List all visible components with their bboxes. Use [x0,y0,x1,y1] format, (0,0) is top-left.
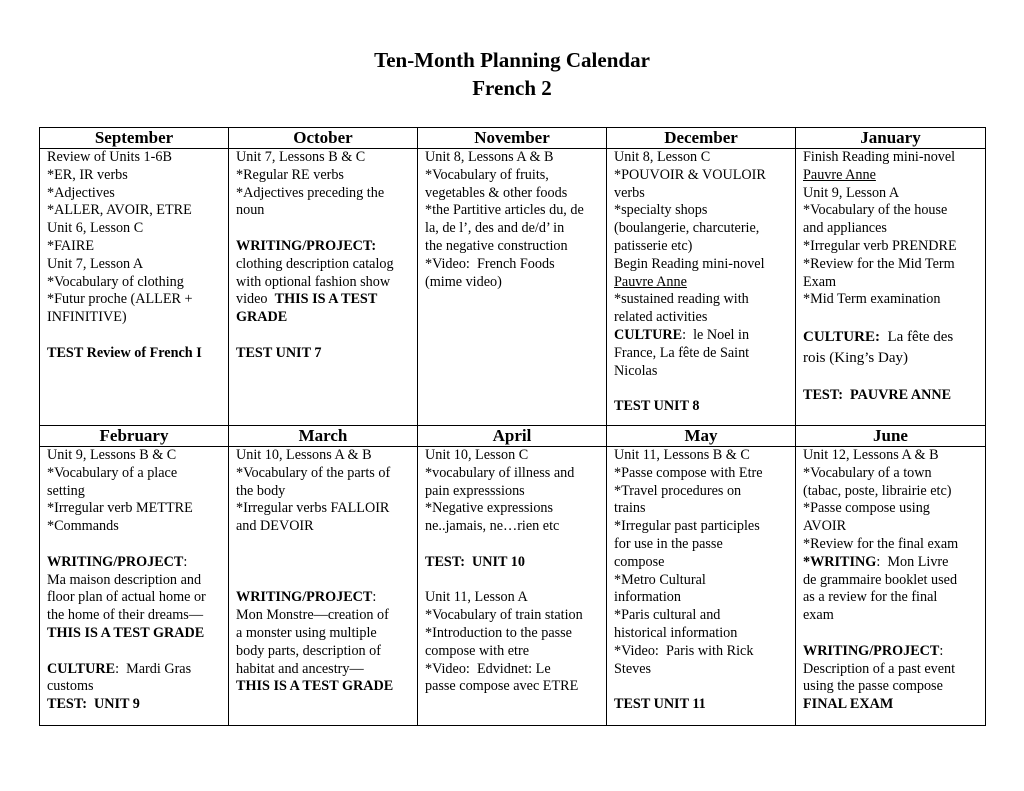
line-text: *Vocabulary of the house [803,202,948,219]
cell-line [236,202,414,220]
line-text: Unit 8, Lesson C [614,149,711,165]
line-text: AVOIR [803,518,847,535]
cell-line [425,554,603,572]
line-text: *Passe compose using [803,500,930,517]
cell-line [47,589,225,607]
cell-line [236,500,414,518]
cell-line [47,678,225,696]
month-cell [796,447,986,726]
cell-line [614,554,792,572]
cell-line [803,483,982,501]
month-content-row-1 [40,149,986,426]
cell-line [614,661,792,679]
cell-line [47,572,225,590]
cell-line [614,380,792,398]
line-text: verbs [614,184,645,201]
cell-line [425,607,603,625]
line-text: *Commands [47,518,119,535]
line-text: *Irregular verbs FALLOIR [236,500,390,517]
cell-line [425,238,603,256]
cell-line [614,291,792,309]
line-text: *sustained reading with [614,291,749,308]
cell-line [236,643,414,661]
line-text: Description of a past event [803,660,956,677]
cell-line [425,167,603,185]
cell-line [425,643,603,661]
line-text: Steves [614,660,652,677]
cell-line [236,345,414,363]
month-cell [607,149,796,426]
page-subtitle: French 2 [472,76,552,100]
line-rest-text: : [183,553,188,570]
line-rest-text: : le Noel in [682,326,750,343]
line-text: *Metro Cultural [614,571,706,588]
planning-calendar-table [39,127,986,726]
cell-line [614,500,792,518]
cell-line [614,167,792,185]
month-cell [418,447,607,726]
cell-line [425,625,603,643]
line-text: *Regular RE verbs [236,166,344,183]
cell-line [425,185,603,203]
line-text: *Video: Edvidnet: Le [425,660,551,677]
month-cell [40,149,229,426]
line-text: THIS IS A TEST GRADE [236,678,394,695]
line-text: INFINITIVE) [47,309,127,326]
line-rest-text: : [372,589,377,606]
line-text: THIS IS A TEST GRADE [47,624,205,641]
line-text: *Adjectives preceding the [236,184,385,201]
cell-line [803,369,982,387]
line-text: CULTURE: [803,328,880,345]
cell-line [47,327,225,345]
line-text: CULTURE [614,326,683,343]
cell-line [803,572,982,590]
cell-line [614,447,792,465]
cell-line [425,220,603,238]
cell-line [614,607,792,625]
cell-line [803,291,982,309]
cell-line [614,536,792,554]
line-text: using the passe compose [803,678,943,695]
cell-line [803,643,982,661]
line-rest-text: : Mardi Gras [115,660,192,677]
cell-line [47,185,225,203]
cell-line [614,696,792,714]
line-text: passe compose avec ETRE [425,678,579,695]
cell-line [47,518,225,536]
line-text: vegetables & other foods [425,184,568,201]
line-text: rois (King’s Day) [803,349,908,366]
line-text: *Vocabulary of a place [47,464,178,481]
line-text: Unit 9, Lessons B & C [47,447,177,463]
cell-line [236,238,414,256]
line-text: body parts, description of [236,642,381,659]
line-text: Unit 7, Lesson A [47,255,144,272]
cell-line [236,536,414,554]
line-text: the body [236,482,286,499]
cell-line [614,572,792,590]
cell-line [803,185,982,203]
line-text: *Irregular verb PRENDRE [803,237,957,254]
cell-line [614,327,792,345]
cell-line [425,256,603,274]
line-text: *Video: French Foods [425,255,555,272]
cell-line [614,678,792,696]
line-text: *Vocabulary of clothing [47,273,184,290]
line-text: *Vocabulary of fruits, [425,166,549,183]
line-text: Ma maison description and [47,571,202,588]
cell-line [47,483,225,501]
cell-line [236,256,414,274]
line-text: a monster using multiple [236,624,377,641]
cell-line [803,274,982,292]
line-text: *specialty shops [614,202,708,219]
line-text: pain expresssions [425,482,525,499]
line-text: related activities [614,309,708,326]
line-text: noun [236,202,265,219]
cell-line [614,256,792,274]
cell-line [803,238,982,256]
line-text: the home of their dreams— [47,607,204,624]
line-text: *Passe compose with Etre [614,464,763,481]
cell-line [614,238,792,256]
cell-line [47,345,225,363]
line-text: *POUVOIR & VOULOIR [614,166,766,183]
line-text: TEST: UNIT 9 [47,696,140,713]
line-text: de grammaire booklet used [803,571,958,588]
cell-line [614,363,792,381]
line-text: clothing description catalog [236,255,394,272]
cell-line [425,518,603,536]
line-text: *Review for the Mid Term [803,255,955,272]
cell-line [425,465,603,483]
line-text: (boulangerie, charcuterie, [614,220,760,237]
line-text: Unit 7, Lessons B & C [236,149,366,165]
line-text: *Mid Term examination [803,291,941,308]
cell-line [425,678,603,696]
cell-line [803,678,982,696]
line-text: Unit 10, Lessons A & B [236,447,372,463]
month-cell [796,149,986,426]
line-text: as a review for the final [803,589,938,606]
cell-line [47,202,225,220]
cell-line [425,572,603,590]
line-text: *Travel procedures on [614,482,742,499]
line-text: exam [803,607,834,624]
line-text: *Vocabulary of a town [803,464,932,481]
cell-line [47,220,225,238]
line-text: TEST UNIT 8 [614,398,700,415]
cell-line [236,661,414,679]
line-text: *WRITING [803,553,877,570]
line-text: the negative construction [425,237,568,254]
line-text: ne..jamais, ne…rien etc [425,518,560,535]
line-text: Unit 11, Lesson A [425,589,528,606]
line-text: Unit 12, Lessons A & B [803,447,939,463]
cell-line [803,348,982,369]
line-text: Exam [803,273,837,290]
month-cell [607,447,796,726]
line-text: Begin Reading mini-novel [614,255,765,272]
cell-line [425,447,603,465]
cell-line [47,643,225,661]
line-text: (tabac, poste, librairie etc) [803,482,952,499]
cell-line [614,518,792,536]
line-text: *Negative expressions [425,500,554,517]
page-title: Ten-Month Planning Calendar [374,48,650,72]
cell-line [236,625,414,643]
line-text: *Adjectives [47,184,115,201]
cell-line [47,238,225,256]
cell-line [47,447,225,465]
cell-line [236,167,414,185]
line-text: setting [47,482,85,499]
cell-line [425,274,603,292]
cell-line [803,536,982,554]
line-text: *ER, IR verbs [47,166,128,183]
line-text: *FAIRE [47,237,95,254]
line-text: Mon Monstre—creation of [236,607,389,624]
line-text: WRITING/PROJECT [236,589,373,606]
month-header: March [229,426,418,447]
line-text: TEST Review of French I [47,344,202,361]
cell-line [803,607,982,625]
cell-line [47,465,225,483]
cell-line [425,589,603,607]
month-cell [229,447,418,726]
cell-line [614,274,792,292]
cell-line [614,398,792,416]
cell-line [614,309,792,327]
cell-line [614,185,792,203]
line-text: *Introduction to the passe [425,624,572,641]
cell-line [425,202,603,220]
line-text: *Vocabulary of the parts of [236,464,391,481]
cell-line [47,291,225,309]
month-header-row-2 [40,426,986,447]
cell-line [803,696,982,714]
cell-line [803,465,982,483]
line-text: customs [47,678,94,695]
cell-line [803,167,982,185]
cell-line [236,309,414,327]
cell-line [803,447,982,465]
cell-line [47,661,225,679]
cell-line [803,387,982,405]
month-header: September [40,128,229,149]
line-text: *vocabulary of illness and [425,464,575,481]
line-text: WRITING/PROJECT: [236,237,377,254]
month-header: December [607,128,796,149]
cell-line [614,483,792,501]
cell-line [803,149,982,167]
cell-line [614,643,792,661]
line-rest-text: La fête des [879,328,954,345]
line-text: Pauvre Anne [803,166,876,183]
line-text: *Review for the final exam [803,535,959,552]
line-text: TEST: PAUVRE ANNE [803,386,952,403]
cell-line [803,661,982,679]
cell-line [803,220,982,238]
cell-line [614,625,792,643]
line-text: floor plan of actual home or [47,589,206,606]
line-text: Nicolas [614,362,658,379]
cell-line [47,149,225,167]
cell-line [614,149,792,167]
line-text: WRITING/PROJECT [803,642,940,659]
cell-line [803,256,982,274]
cell-line [614,589,792,607]
line-rest-text: : Mon Livre [876,553,949,570]
cell-line [47,309,225,327]
line-text: Review of Units 1-6B [47,149,172,165]
cell-line [47,256,225,274]
line-text: *Vocabulary of train station [425,607,583,624]
line-text: WRITING/PROJECT [47,553,184,570]
line-text: *Paris cultural and [614,607,721,624]
line-text: (mime video) [425,273,502,290]
cell-line [236,589,414,607]
line-text: information [614,589,681,606]
month-content-row-2 [40,447,986,726]
line-text: trains [614,500,646,517]
line-text: patisserie etc) [614,237,693,254]
cell-line [236,447,414,465]
cell-line [236,572,414,590]
cell-line [236,274,414,292]
month-cell [40,447,229,726]
cell-line [47,554,225,572]
line-text: TEST: UNIT 10 [425,553,525,570]
line-text: TEST UNIT 11 [614,696,706,713]
cell-line [614,220,792,238]
line-text: compose [614,553,665,570]
line-text: GRADE [236,309,288,326]
line-text: habitat and ancestry— [236,660,364,677]
line-text: FINAL EXAM [803,696,894,713]
cell-line [236,220,414,238]
cell-line [425,536,603,554]
cell-line [236,678,414,696]
line-text: Unit 10, Lesson C [425,447,529,463]
month-header: November [418,128,607,149]
line-text: France, La fête de Saint [614,344,750,361]
cell-line [803,554,982,572]
line-text: and appliances [803,220,887,237]
line-text: with optional fashion show [236,273,391,290]
cell-line [236,465,414,483]
month-header: May [607,426,796,447]
cell-line [614,465,792,483]
line-text: for use in the passe [614,535,723,552]
cell-line [236,149,414,167]
cell-line [803,309,982,327]
month-header: January [796,128,986,149]
cell-line [425,500,603,518]
cell-line [803,500,982,518]
cell-line [803,518,982,536]
cell-line [47,696,225,714]
cell-line [236,291,414,309]
cell-line [803,589,982,607]
cell-line [614,345,792,363]
line-text: Unit 11, Lessons B & C [614,447,750,463]
cell-line [47,625,225,643]
line-text: Unit 9, Lesson A [803,184,900,201]
line-text: *Irregular past participles [614,518,760,535]
line-bold-text: THIS IS A TEST [274,291,378,308]
line-text: video [236,291,275,308]
line-text: *Futur proche (ALLER + [47,291,193,308]
cell-line [425,483,603,501]
cell-line [425,149,603,167]
cell-line [236,554,414,572]
line-text: *Irregular verb METTRE [47,500,193,517]
month-header-row-1 [40,128,986,149]
cell-line [236,607,414,625]
line-text: Pauvre Anne [614,273,687,290]
line-text: Finish Reading mini-novel [803,149,956,165]
line-text: compose with etre [425,642,530,659]
cell-line [47,536,225,554]
line-text: *ALLER, AVOIR, ETRE [47,202,192,219]
cell-line [236,327,414,345]
month-cell [418,149,607,426]
line-text: and DEVOIR [236,518,314,535]
line-text: la, de l’, des and de/d’ in [425,220,565,237]
line-text: TEST UNIT 7 [236,344,322,361]
cell-line [47,274,225,292]
line-text: Unit 8, Lessons A & B [425,149,554,165]
line-text: CULTURE [47,660,116,677]
line-text: *Video: Paris with Rick [614,642,754,659]
cell-line [425,661,603,679]
month-header: April [418,426,607,447]
line-text: historical information [614,624,738,641]
cell-line [803,625,982,643]
cell-line [47,607,225,625]
cell-line [803,327,982,348]
month-cell [229,149,418,426]
cell-line [236,483,414,501]
cell-line [803,202,982,220]
month-header: February [40,426,229,447]
line-rest-text: : [939,642,944,659]
cell-line [236,185,414,203]
cell-line [236,518,414,536]
line-text: *the Partitive articles du, de [425,202,584,219]
line-text: Unit 6, Lesson C [47,220,144,237]
cell-line [47,500,225,518]
cell-line [614,202,792,220]
month-header: October [229,128,418,149]
cell-line [47,167,225,185]
month-header: June [796,426,986,447]
